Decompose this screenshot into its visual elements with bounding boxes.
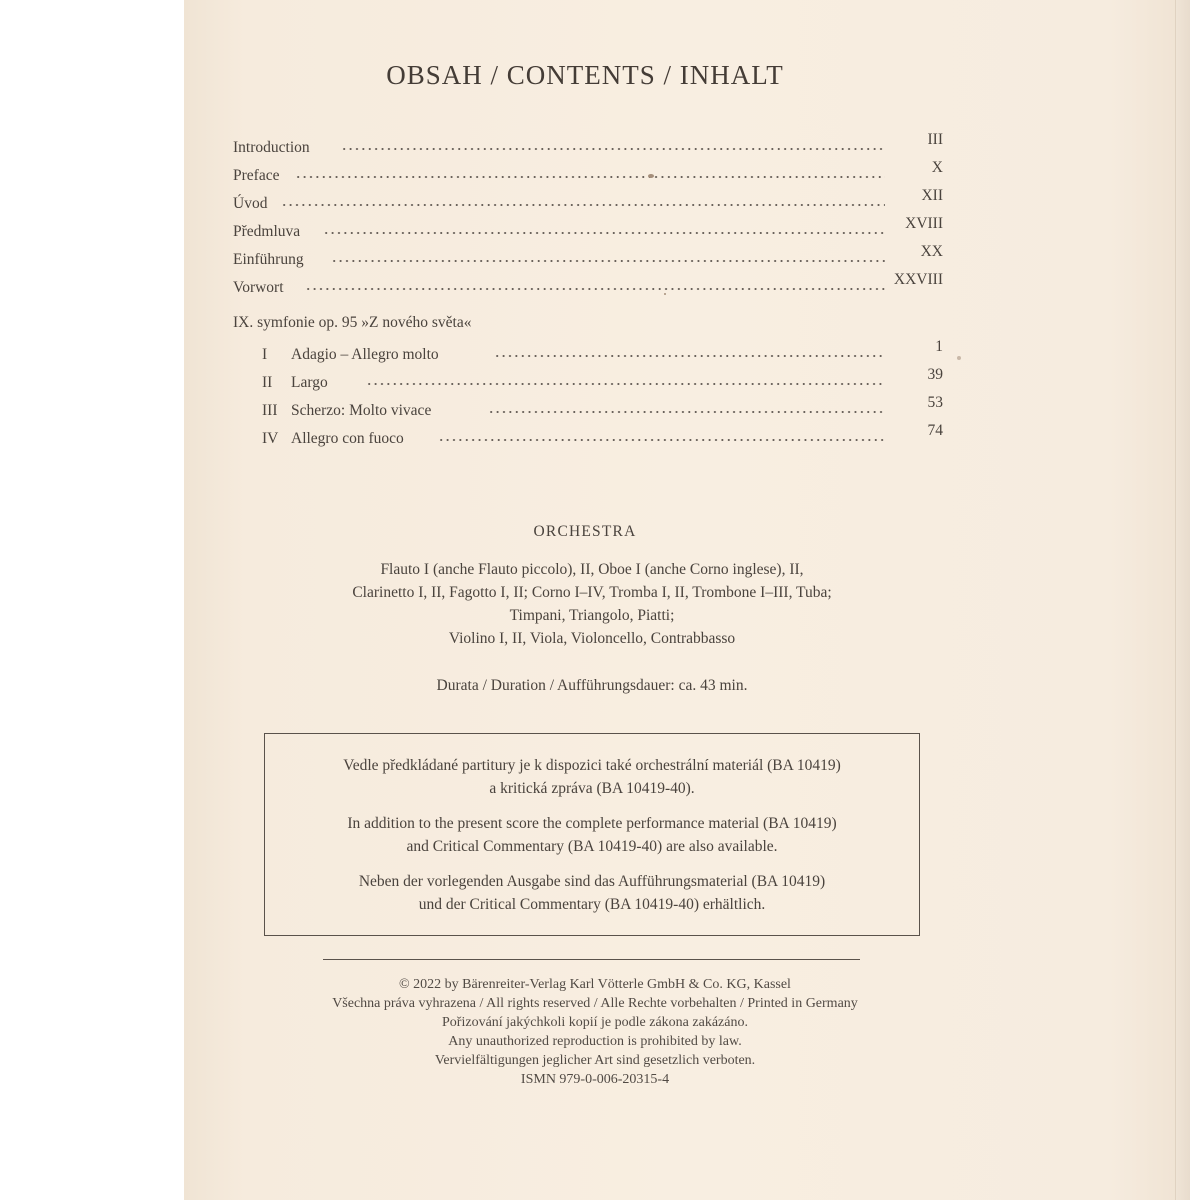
movement-number: I xyxy=(262,346,268,363)
toc-movement-page: 1 xyxy=(935,338,943,355)
notice-line: and Critical Commentary (BA 10419-40) are also available. xyxy=(406,838,778,855)
leader-dots xyxy=(341,148,885,150)
ismn-line: ISMN 979-0-006-20315-4 xyxy=(520,1072,670,1087)
toc-movement-page: 74 xyxy=(927,422,943,439)
toc-entry-page: XX xyxy=(920,243,943,260)
legal-line-en: Any unauthorized reproduction is prohibited by law. xyxy=(448,1034,742,1049)
legal-line-de: Vervielfältigungen jeglicher Art sind gesetzlich verboten. xyxy=(434,1053,756,1068)
availability-notice-box xyxy=(264,733,920,936)
orchestra-line: Timpani, Triangolo, Piatti; xyxy=(509,607,675,624)
toc-entry-label: Einführung xyxy=(233,251,304,268)
leader-dots xyxy=(488,411,885,413)
movement-title: Scherzo: Molto vivace xyxy=(291,402,432,419)
toc-entry-page: X xyxy=(931,159,943,176)
toc-movement xyxy=(262,338,943,366)
movement-title: Largo xyxy=(291,374,328,391)
leader-dots xyxy=(323,232,885,234)
notice-line: In addition to the present score the complete performance material (BA 10419) xyxy=(347,815,837,832)
orchestra-line: Violino I, II, Viola, Violoncello, Contrabbasso xyxy=(448,630,736,647)
toc-movement-label xyxy=(262,402,431,420)
notice-line: Vedle předkládané partitury je k dispozici také orchestrální materiál (BA 10419) xyxy=(343,757,841,774)
page-title: OBSAH / CONTENTS / INHALT xyxy=(386,60,784,90)
leader-dots xyxy=(281,204,885,206)
leader-dots xyxy=(331,260,885,262)
toc-entry-label: Úvod xyxy=(233,195,268,212)
toc-entry xyxy=(233,271,943,299)
leader-dots xyxy=(494,355,885,357)
notice-line: und der Critical Commentary (BA 10419-40) erhältlich. xyxy=(418,896,766,913)
toc-entry-page: XXVIII xyxy=(893,271,943,288)
notice-line: a kritická zpráva (BA 10419-40). xyxy=(489,780,695,797)
movement-number: II xyxy=(262,374,273,391)
movement-title: Allegro con fuoco xyxy=(291,430,404,447)
toc-entry xyxy=(233,243,943,271)
leader-dots xyxy=(295,176,885,178)
legal-line-cs: Pořizování jakýchkoli kopií je podle zákona zakázáno. xyxy=(442,1015,748,1030)
duration-text: Durata / Duration / Aufführungsdauer: ca. 43 min. xyxy=(436,677,748,694)
movement-number: IV xyxy=(262,430,279,447)
toc-entry xyxy=(233,187,943,215)
toc-movement-page: 39 xyxy=(927,366,943,383)
leader-dots xyxy=(366,383,885,385)
toc-movement-label xyxy=(262,346,439,364)
paper-speck xyxy=(957,356,961,360)
divider-rule xyxy=(323,959,860,960)
toc-entry-page: XVIII xyxy=(905,215,943,232)
leader-dots xyxy=(438,439,885,441)
orchestra-title: ORCHESTRA xyxy=(533,523,637,540)
orchestra-line: Clarinetto I, II, Fagotto I, II; Corno I–IV, Tromba I, II, Trombone I–III, Tuba; xyxy=(352,584,832,601)
toc-movement xyxy=(262,422,943,450)
toc-entry-page: III xyxy=(927,131,943,148)
movement-number: III xyxy=(262,402,278,419)
toc-movement-page: 53 xyxy=(927,394,943,411)
toc-movement-label xyxy=(262,430,404,448)
toc-entry-page: XII xyxy=(921,187,943,204)
toc-entry-label: Předmluva xyxy=(233,223,301,240)
toc-entry-label: Introduction xyxy=(233,139,310,156)
notice-line: Neben der vorlegenden Ausgabe sind das Aufführungsmaterial (BA 10419) xyxy=(358,873,826,890)
movement-title: Adagio – Allegro molto xyxy=(291,346,439,363)
toc-movement xyxy=(262,366,943,394)
rights-line: Všechna práva vyhrazena / All rights reserved / Alle Rechte vorbehalten / Printed in Germany xyxy=(332,996,858,1011)
copyright-line: © 2022 by Bärenreiter-Verlag Karl Vötterle GmbH & Co. KG, Kassel xyxy=(399,977,791,992)
toc-entry xyxy=(233,131,943,159)
toc-movement xyxy=(262,394,943,422)
toc-entry-label: Preface xyxy=(233,167,280,184)
orchestra-line: Flauto I (anche Flauto piccolo), II, Oboe I (anche Corno inglese), II, xyxy=(380,561,804,578)
toc-entry-label: Vorwort xyxy=(233,279,284,296)
toc-movement-label xyxy=(262,374,328,392)
paper-speck xyxy=(664,293,666,295)
paper-speck xyxy=(648,174,654,178)
symphony-heading: IX. symfonie op. 95 »Z nového světa« xyxy=(233,314,472,331)
toc-entry xyxy=(233,159,943,187)
leader-dots xyxy=(305,288,885,290)
toc-entry xyxy=(233,215,943,243)
